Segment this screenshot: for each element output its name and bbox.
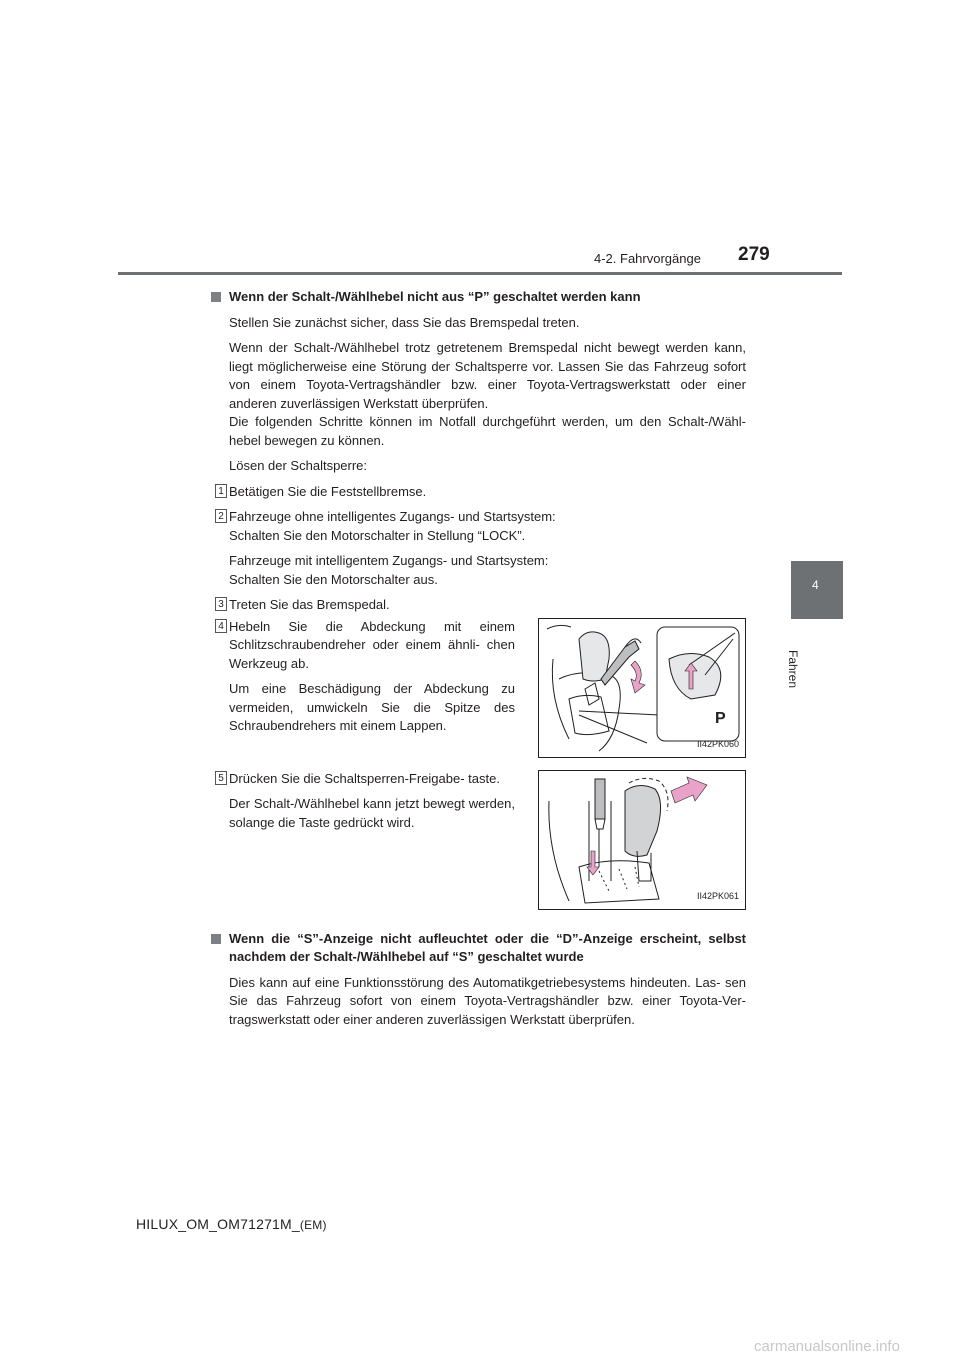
paragraph: Die folgenden Schritte können im Notfall durchgeführt werden, um den Schalt-/Wähl- hebel bewegen zu können. bbox=[229, 414, 746, 448]
step-4 bbox=[209, 618, 746, 758]
paragraph: Stellen Sie zunächst sicher, dass Sie das Bremspedal treten. bbox=[229, 314, 580, 330]
step-text: Fahrzeuge mit intelligentem Zugangs- und Startsystem: bbox=[229, 553, 549, 568]
step-3 bbox=[209, 596, 746, 615]
step-text: Schalten Sie den Motorschalter aus. bbox=[229, 571, 438, 587]
bullet-square-icon bbox=[211, 292, 221, 302]
step-number: 5 bbox=[215, 771, 227, 785]
step-note: Um eine Beschädigung der Abdeckung zu vermeiden, umwickeln Sie die Spitze des Schraubendrehers mit einem Lappen. bbox=[229, 681, 515, 733]
bullet-square-icon bbox=[211, 934, 221, 944]
step-number: 2 bbox=[215, 509, 227, 523]
arrow-icon bbox=[671, 777, 707, 803]
step-text: Treten Sie das Bremspedal. bbox=[229, 597, 390, 612]
figure-code: II42PK061 bbox=[696, 891, 739, 901]
document-code: HILUX_OM_OM71271M_(EM) bbox=[136, 1216, 327, 1232]
step-5 bbox=[209, 770, 746, 910]
section-title: 4-2. Fahrvorgänge bbox=[594, 251, 701, 266]
step-1 bbox=[209, 483, 746, 502]
step-note: Der Schalt-/Wählhebel kann jetzt bewegt werden, solange die Taste gedrückt wird. bbox=[229, 796, 515, 830]
inset-letter: P bbox=[715, 709, 726, 727]
arrow-icon bbox=[631, 661, 645, 693]
step-text: Fahrzeuge ohne intelligentes Zugangs- und Startsystem: bbox=[229, 509, 556, 524]
page-content bbox=[209, 288, 746, 1029]
figure-code: II42PK060 bbox=[696, 739, 739, 749]
step-number: 4 bbox=[215, 619, 227, 633]
step-text: Schalten Sie den Motorschalter in Stellung “LOCK”. bbox=[229, 527, 526, 543]
chapter-label: Fahren bbox=[786, 650, 800, 689]
step-text: Hebeln Sie die Abdeckung mit einem Schlitzschraubendreher oder einem ähnli- chen Werkzeug ab. bbox=[229, 618, 515, 671]
figure-shift-release bbox=[538, 770, 746, 910]
header-rule bbox=[118, 272, 842, 275]
step-number: 3 bbox=[215, 597, 227, 611]
paragraph: Dies kann auf eine Funktionsstörung des Automatikgetriebesystems hindeuten. Las- sen Sie das Fahrzeug sofort von einem Toyota-Vertragshändler bzw. einer Toyota-Ver- tragswerkstatt oder einer anderen zuverlässigen Werkstatt überprüfen. bbox=[229, 974, 746, 1027]
section-heading-1: Wenn der Schalt-/Wählhebel nicht aus “P” geschaltet werden kann bbox=[209, 288, 746, 307]
step-text: Drücken Sie die Schaltsperren-Freigabe- taste. bbox=[229, 770, 500, 786]
figure-shift-cover bbox=[538, 618, 746, 758]
paragraph: Lösen der Schaltsperre: bbox=[229, 458, 368, 473]
watermark: carmanualsonline.info bbox=[754, 1338, 900, 1355]
step-text: Betätigen Sie die Feststellbremse. bbox=[229, 483, 427, 499]
page-number: 279 bbox=[738, 244, 770, 265]
step-2 bbox=[209, 508, 746, 589]
paragraph: Wenn der Schalt-/Wählhebel trotz getretenem Bremspedal nicht bewegt werden kann, liegt möglicherweise eine Störung der Schaltsperre vor. Lassen Sie das Fahrzeug sofort von einem Toyota-Vertragshändler bzw. einer Toyota-Vertragswerkstatt oder einer anderen zuverlässigen Werkstatt überprüfen. bbox=[229, 340, 746, 411]
chapter-number: 4 bbox=[812, 578, 819, 592]
step-number: 1 bbox=[215, 484, 227, 498]
section-heading-2: Wenn die “S”-Anzeige nicht aufleuchtet oder die “D”-Anzeige erscheint, selbst nachdem der Schalt-/Wählhebel auf “S” geschaltet wurde bbox=[209, 930, 746, 967]
